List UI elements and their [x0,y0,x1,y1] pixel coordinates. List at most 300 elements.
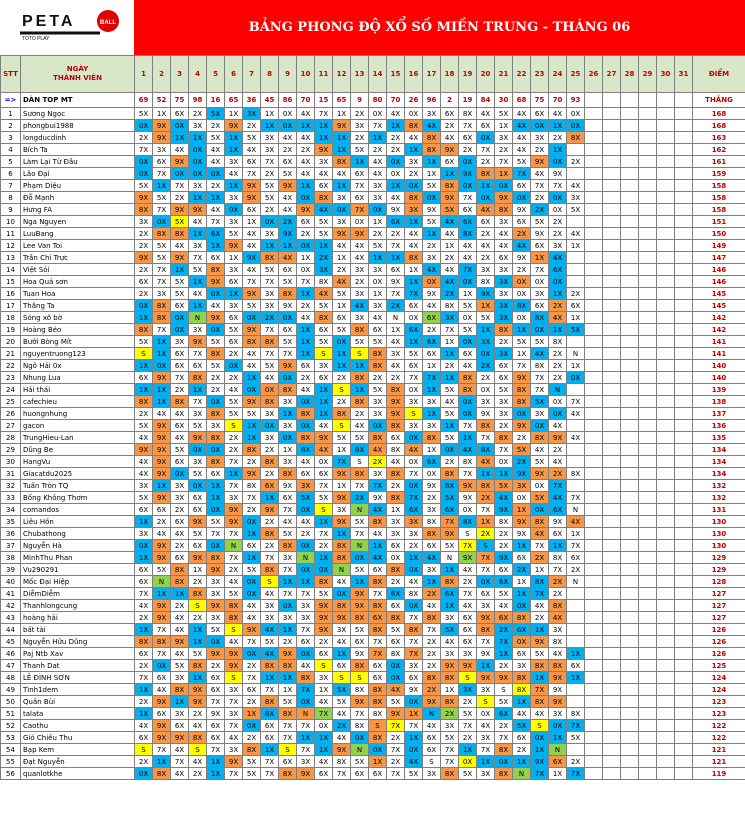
day-cell [639,144,657,156]
day-cell [639,324,657,336]
day-cell: 9X [171,204,189,216]
day-cell: 1X [243,420,261,432]
day-cell: 6X [171,720,189,732]
day-cell: 7X [243,492,261,504]
day-cell: 0X [153,660,171,672]
day-cell [621,456,639,468]
day-cell: 0X [171,312,189,324]
day-cell [603,600,621,612]
day-cell: S [189,744,207,756]
day-cell: 9X [549,516,567,528]
day-cell: 3X [549,708,567,720]
day-cell: 9X [459,168,477,180]
day-cell: 4X [531,528,549,540]
day-cell: 0X [279,600,297,612]
day-cell: 7X [567,492,585,504]
day-cell [675,144,693,156]
day-cell: 6X [315,372,333,384]
day-cell [603,276,621,288]
day-cell: 5X [459,324,477,336]
day-cell: 8X [405,624,423,636]
day-cell: 1X [243,432,261,444]
day-cell: 2X [297,372,315,384]
row-stt: 20 [1,336,21,348]
row-points: 126 [693,648,745,660]
day-cell: 5X [333,288,351,300]
day-cell: 6X [315,324,333,336]
day-cell: 4X [549,456,567,468]
day-cell: 1X [333,300,351,312]
day-cell: 1X [513,588,531,600]
day-cell: 1X [135,312,153,324]
day-cell: 1X [459,288,477,300]
day-cell: 3X [261,408,279,420]
day-cell: 0X [153,360,171,372]
day-cell: 7X [297,588,315,600]
day-cell: 5X [261,192,279,204]
day-cell: 4X [423,264,441,276]
day-cell: 2X [135,612,153,624]
day-cell: 8X [135,636,153,648]
day-cell: 9X [171,156,189,168]
day-cell: S [351,456,369,468]
day-cell: 1X [513,540,531,552]
day-cell: S [495,684,513,696]
top-result: THẮNG [693,93,745,108]
day-cell: 1X [333,480,351,492]
day-cell: 9X [153,720,171,732]
day-cell [603,288,621,300]
day-cell: 4X [315,756,333,768]
day-cell: 7X [495,444,513,456]
day-cell: 9X [513,420,531,432]
day-cell [567,168,585,180]
day-cell: 7X [243,636,261,648]
day-cell [585,636,603,648]
top-value: 2 [441,93,459,108]
table-row [1,396,745,408]
day-cell: 6X [171,516,189,528]
day-cell [603,660,621,672]
day-cell: 7X [495,156,513,168]
day-cell: 8X [171,228,189,240]
day-cell: 1X [297,324,315,336]
day-cell [639,588,657,600]
day-cell: 1X [369,288,387,300]
day-cell: 0X [243,516,261,528]
day-cell [675,768,693,780]
day-cell [675,588,693,600]
day-cell: 7X [153,744,171,756]
day-cell [639,672,657,684]
day-cell [657,708,675,720]
day-cell: 6X [495,564,513,576]
day-cell: 4X [315,204,333,216]
day-cell: 1X [549,120,567,132]
day-cell [585,192,603,204]
day-cell: 6X [441,504,459,516]
day-cell: S [225,624,243,636]
day-cell [603,588,621,600]
day-cell: 4X [423,600,441,612]
day-cell: 4X [531,708,549,720]
day-cell: 6X [171,300,189,312]
day-cell: 0X [513,492,531,504]
day-cell: 0X [405,480,423,492]
day-cell: 5X [567,204,585,216]
day-cell: 5X [207,108,225,120]
day-cell: 0X [441,444,459,456]
day-cell: 9X [477,672,495,684]
row-stt: 11 [1,228,21,240]
day-cell [675,636,693,648]
day-cell: S [351,672,369,684]
row-points: 136 [693,420,745,432]
day-cell [621,300,639,312]
day-cell: 3X [297,612,315,624]
day-cell: 5X [531,396,549,408]
row-stt: 43 [1,612,21,624]
member-name: Thắng Ta [21,300,135,312]
day-cell: 3X [351,120,369,132]
day-cell: 3X [261,600,279,612]
day-cell: 5X [225,588,243,600]
day-cell: 2X [495,624,513,636]
day-cell [621,504,639,516]
day-cell: 3X [225,156,243,168]
day-cell: 9X [153,444,171,456]
day-cell: 3X [171,336,189,348]
day-cell: 7X [261,756,279,768]
day-cell: 5X [387,624,405,636]
day-cell: 7X [153,204,171,216]
day-cell: 8X [423,132,441,144]
day-cell: 5X [153,192,171,204]
day-cell: 6X [207,720,225,732]
day-cell [603,420,621,432]
day-cell: 2X [369,228,387,240]
day-cell: 5X [153,240,171,252]
row-stt: 7 [1,180,21,192]
day-cell: 8X [369,432,387,444]
member-name: Việt Sói [21,264,135,276]
member-name: Tình1dem [21,684,135,696]
day-cell: 8X [567,132,585,144]
table-row [1,480,745,492]
day-cell: 1X [495,648,513,660]
day-cell: 3X [225,192,243,204]
day-cell: 4X [297,132,315,144]
day-cell [585,744,603,756]
day-cell: 6X [477,216,495,228]
day-cell: 6X [171,348,189,360]
row-stt: 10 [1,216,21,228]
member-name: LÊ ĐÌNH SƠN [21,672,135,684]
day-cell: 8X [351,660,369,672]
day-cell: 6X [351,168,369,180]
day-cell: 5X [567,324,585,336]
day-header: 29 [639,56,657,93]
day-cell: 7X [567,540,585,552]
day-cell: 1X [513,504,531,516]
day-cell [585,204,603,216]
day-cell: 7X [225,552,243,564]
day-cell: 3X [225,300,243,312]
day-cell: 2X [333,720,351,732]
day-cell [585,372,603,384]
day-cell: 7X [207,744,225,756]
day-cell: 3X [405,420,423,432]
day-cell: 9X [315,600,333,612]
day-cell: 7X [441,744,459,756]
day-cell: 0X [549,192,567,204]
day-cell: 4X [369,528,387,540]
day-cell: 5X [477,312,495,324]
day-cell [603,768,621,780]
day-cell: 1X [135,360,153,372]
row-stt: 29 [1,444,21,456]
day-cell: 9X [495,192,513,204]
top-value: 65 [225,93,243,108]
day-cell: 2X [477,252,495,264]
day-cell: 0X [297,564,315,576]
day-cell: 3X [405,528,423,540]
day-cell [621,372,639,384]
day-cell: 8X [477,480,495,492]
day-cell: 5X [495,480,513,492]
day-cell: 4X [441,264,459,276]
day-cell [567,252,585,264]
day-cell: 1X [261,744,279,756]
member-name: Thanh Dat [21,660,135,672]
day-cell: 5X [279,336,297,348]
row-points: 158 [693,204,745,216]
day-cell: 3X [261,432,279,444]
table-row [1,156,745,168]
top-value: 36 [243,93,261,108]
day-cell: 3X [225,492,243,504]
day-cell: 5X [351,564,369,576]
day-cell: 8X [243,444,261,456]
row-stt: 13 [1,252,21,264]
day-cell: 3X [441,612,459,624]
day-cell: 3X [225,708,243,720]
day-cell: 2X [171,600,189,612]
day-cell [657,504,675,516]
day-cell: 1X [207,768,225,780]
day-cell: 0X [261,216,279,228]
member-name: Sương Ngọc [21,108,135,120]
day-cell [639,252,657,264]
day-cell: 2X [243,120,261,132]
day-cell: 1X [225,288,243,300]
day-cell: 8X [369,684,387,696]
day-cell [585,516,603,528]
row-points: 145 [693,300,745,312]
day-cell: 2X [351,276,369,288]
row-stt: 52 [1,720,21,732]
day-cell [657,492,675,504]
day-cell: 4X [297,312,315,324]
day-cell [621,240,639,252]
day-cell: 4X [531,348,549,360]
day-cell: 4X [225,384,243,396]
day-cell: 8X [405,120,423,132]
row-points: 129 [693,564,745,576]
day-cell: 1X [423,360,441,372]
day-cell: 9X [333,744,351,756]
day-cell [585,312,603,324]
row-stt: 26 [1,408,21,420]
day-cell [657,756,675,768]
day-cell [657,240,675,252]
day-cell: 5X [225,396,243,408]
day-cell [603,444,621,456]
day-cell: 3X [369,264,387,276]
day-cell: 2X [495,420,513,432]
day-cell [639,552,657,564]
day-cell: 1X [387,324,405,336]
day-cell: 7X [477,504,495,516]
day-cell: 2X [477,360,495,372]
day-cell: 7X [387,744,405,756]
day-cell: 7X [261,156,279,168]
day-cell: 3X [261,132,279,144]
day-cell: 8X [387,420,405,432]
day-cell: 9X [459,480,477,492]
day-cell: 7X [477,564,495,576]
day-cell: 8X [351,396,369,408]
day-cell: 0X [459,276,477,288]
day-cell [639,276,657,288]
day-cell [603,300,621,312]
day-cell: 8X [225,600,243,612]
day-cell: 4X [171,240,189,252]
day-cell: 6X [459,348,477,360]
day-cell: 2X [441,120,459,132]
day-cell [621,384,639,396]
day-cell: 1X [477,660,495,672]
table-row [1,108,745,120]
day-cell: 1X [405,276,423,288]
day-cell: 3X [297,480,315,492]
day-cell: 0X [549,396,567,408]
day-cell: 3X [423,768,441,780]
day-cell [639,288,657,300]
day-cell: 5X [441,492,459,504]
row-points: 150 [693,228,745,240]
day-cell: 8X [441,768,459,780]
day-cell: 6X [207,228,225,240]
day-cell [657,276,675,288]
day-cell: 2X [135,756,153,768]
day-cell: 0X [387,660,405,672]
day-cell: 4X [351,240,369,252]
day-cell: 6X [297,636,315,648]
day-cell [639,120,657,132]
member-name: Bích Ta [21,144,135,156]
day-cell: 1X [495,120,513,132]
table-row [1,768,745,780]
day-cell [585,720,603,732]
day-cell: 8X [369,696,387,708]
day-cell: 2X [351,132,369,144]
day-cell: 5X [441,204,459,216]
day-cell [639,744,657,756]
day-cell: 6X [459,204,477,216]
day-cell: 9X [153,468,171,480]
day-cell: 8X [423,432,441,444]
day-cell: 3X [369,396,387,408]
day-cell: 6X [333,312,351,324]
day-cell: 9X [297,768,315,780]
day-cell: 4X [441,636,459,648]
row-stt: 18 [1,312,21,324]
day-cell: 8X [171,684,189,696]
day-cell: 5X [441,732,459,744]
day-cell: 1X [531,624,549,636]
day-cell: 7X [153,648,171,660]
day-cell: 0X [405,744,423,756]
day-cell [675,708,693,720]
day-cell: 1X [315,732,333,744]
day-cell [639,660,657,672]
day-cell: 6X [369,564,387,576]
day-cell [603,384,621,396]
day-cell: 2X [279,216,297,228]
day-cell [657,732,675,744]
day-cell: 4X [495,600,513,612]
day-cell: 5X [243,132,261,144]
day-cell [639,372,657,384]
day-cell: 2X [207,120,225,132]
day-cell [585,492,603,504]
day-cell: N [567,348,585,360]
day-cell: 8X [459,384,477,396]
day-cell: 8X [315,576,333,588]
day-cell: 7X [279,504,297,516]
day-cell: 4X [189,216,207,228]
day-cell: 4X [369,156,387,168]
day-cell: 8X [171,396,189,408]
day-cell [585,180,603,192]
day-cell [675,756,693,768]
day-cell: 0X [423,276,441,288]
day-cell [603,756,621,768]
day-cell: 5X [333,696,351,708]
day-cell: 1X [531,252,549,264]
day-cell: 5X [513,336,531,348]
day-cell: 2X [333,264,351,276]
day-cell: 3X [261,300,279,312]
table-row [1,336,745,348]
day-cell: 6X [153,156,171,168]
day-cell: 4X [243,144,261,156]
member-name: Hoa Quả sơn [21,276,135,288]
row-stt: 35 [1,516,21,528]
day-cell: 4X [495,492,513,504]
day-cell: 5X [207,624,225,636]
day-cell: 7X [423,624,441,636]
day-cell: 8X [333,156,351,168]
table-row [1,276,745,288]
day-cell: 8X [369,624,387,636]
day-cell: 1X [333,252,351,264]
day-cell: 9X [333,492,351,504]
day-cell: 8X [207,264,225,276]
day-cell [657,348,675,360]
day-cell: 9X [387,204,405,216]
